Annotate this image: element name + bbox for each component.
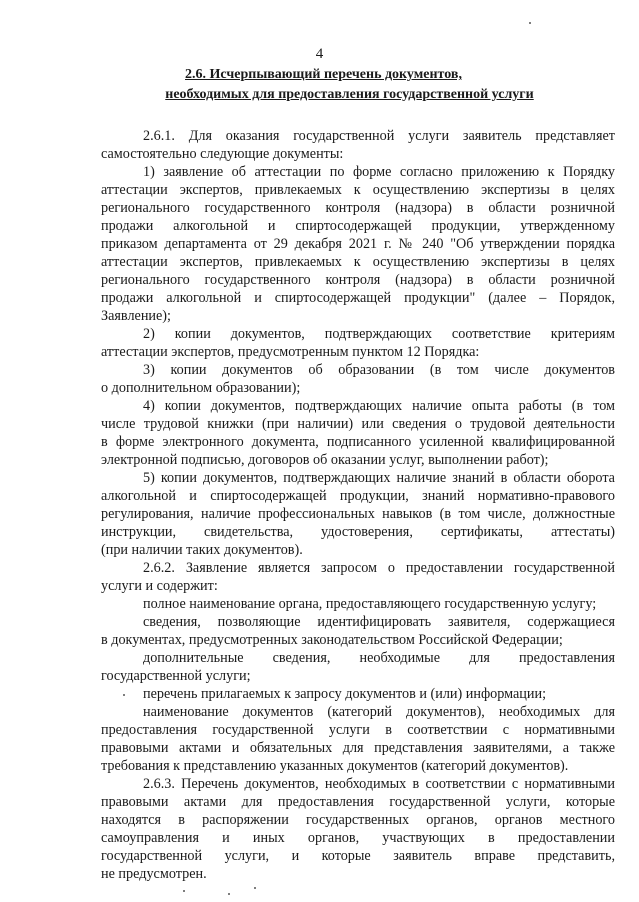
text-line: числе трудовой книжки (при наличии) или сведения о трудовой деятельности (101, 416, 615, 432)
text-line: государственной услуги; (101, 668, 251, 684)
text-line: 1) заявление об аттестации по форме согласно приложению к Порядку (143, 164, 615, 180)
text-line: дополнительные сведения, необходимые для предоставления (143, 650, 615, 666)
text-line: в документах, предусмотренных законодательством Российской Федерации; (101, 632, 563, 648)
text-line: полное наименование органа, предоставляющего государственную услугу; (143, 596, 597, 612)
section-heading-line-2 (30, 87, 639, 103)
text-line: наименование документов (категорий документов), необходимых для (143, 704, 615, 720)
section-heading (4, 67, 639, 83)
text-line: правовыми актами для предоставления государственной услуги, которые (101, 794, 615, 810)
text-line: алкогольной и спиртосодержащей продукции, знаний нормативно-правового (101, 488, 615, 504)
text-line: в форме электронного документа, подписанного усиленной квалифицированной (101, 434, 615, 450)
text-line: 2.6.1. Для оказания государственной услуги заявитель представляет (143, 128, 615, 144)
scan-speck (254, 887, 256, 889)
text-line: продажи алкогольной и спиртосодержащей продукции, утвержденному (101, 218, 615, 234)
text-line: государственной услуги, и которые заявитель вправе представить, (101, 848, 615, 864)
text-line: 2.6.3. Перечень документов, необходимых в соответствии с нормативными (143, 776, 615, 792)
section-heading-line-1: 2.6. Исчерпывающий перечень документов, (185, 67, 462, 82)
text-line: самостоятельно следующие документы: (101, 146, 344, 162)
text-line: аттестации экспертов, предусмотренным пунктом 12 Порядка: (101, 344, 480, 360)
page-number: 4 (315, 46, 324, 62)
text-line: Заявление); (101, 308, 171, 324)
text-line: 5) копии документов, подтверждающих наличие знаний в области оборота (143, 470, 615, 486)
text-line: находятся в распоряжении государственных органов, органов местного (101, 812, 615, 828)
text-line: приказом департамента от 29 декабря 2021 г. № 240 "Об утверждении порядка (101, 236, 615, 252)
text-line: перечень прилагаемых к запросу документов и (или) информации; (143, 686, 547, 702)
text-line: 2.6.2. Заявление является запросом о предоставлении государственной (143, 560, 615, 576)
scan-speck (183, 890, 185, 892)
text-line: предоставления государственной услуги в соответствии с нормативными (101, 722, 615, 738)
scan-speck (123, 694, 125, 696)
text-line: регулирования, наличие профессиональных навыков (в том числе, должностные (101, 506, 615, 522)
text-line: требования к представлению указанных документов (категорий документов). (101, 758, 569, 774)
text-line: электронной подписью, договоров об оказании услуг, выполнении работ); (101, 452, 549, 468)
text-line: регионального государственного контроля (надзора) в области розничной (101, 272, 615, 288)
text-line: 2) копии документов, подтверждающих соответствие критериям (143, 326, 615, 342)
text-line: инструкции, свидетельства, удостоверения, сертификаты, аттестаты) (101, 524, 615, 540)
scan-speck (529, 22, 531, 24)
text-line: сведения, позволяющие идентифицировать заявителя, содержащиеся (143, 614, 615, 630)
text-line: аттестации экспертов, привлекаемых к осуществлению экспертизы в целях (101, 254, 615, 270)
text-line: самоуправления и иных органов, участвующих в предоставлении (101, 830, 615, 846)
text-line: не предусмотрен. (101, 866, 207, 882)
text-line: аттестации экспертов, привлекаемых к осуществлению экспертизы в целях (101, 182, 615, 198)
scan-speck (228, 893, 230, 895)
text-line: 3) копии документов об образовании (в том числе документов (143, 362, 615, 378)
text-line: правовыми актами и обязательных для представления заявителями, а также (101, 740, 615, 756)
text-line: услуги и содержит: (101, 578, 218, 594)
text-line: о дополнительном образовании); (101, 380, 301, 396)
text-line: 4) копии документов, подтверждающих наличие опыта работы (в том (143, 398, 615, 414)
text-line: (при наличии таких документов). (101, 542, 303, 558)
text-line: продажи алкогольной и спиртосодержащей продукции" (далее – Порядок, (101, 290, 615, 306)
text-line: регионального государственного контроля (надзора) в области розничной (101, 200, 615, 216)
section-heading-text-2: необходимых для предоставления государственной услуги (165, 87, 534, 102)
